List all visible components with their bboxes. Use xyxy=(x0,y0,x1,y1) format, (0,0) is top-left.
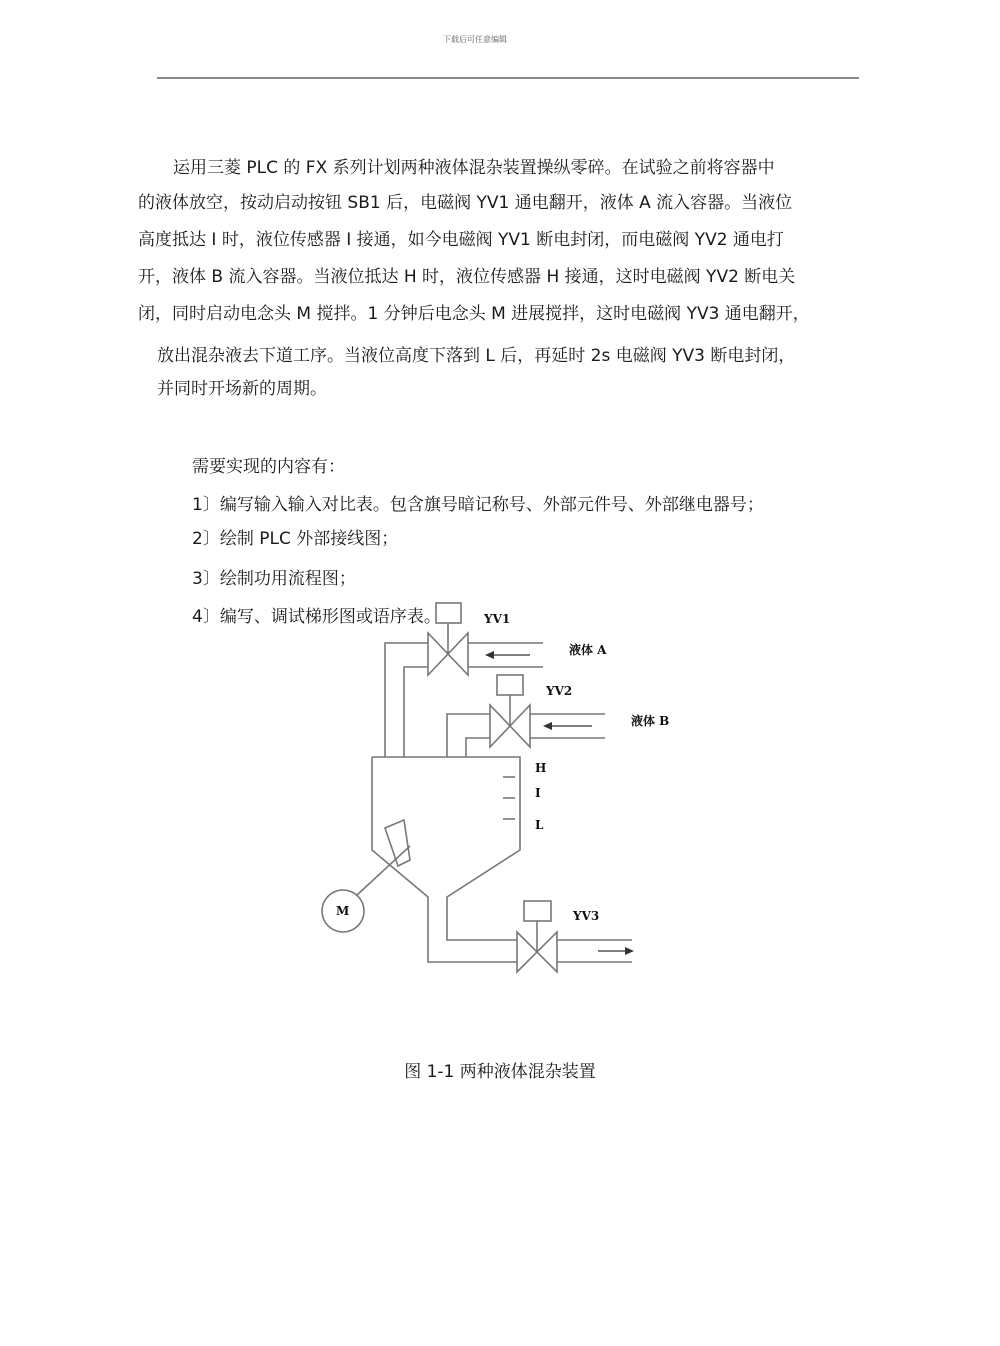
agitator-blade xyxy=(385,820,410,866)
tank-outline xyxy=(372,757,520,940)
header-note: 下载后可任意编辑 xyxy=(443,35,507,44)
paragraph-line-5: 闭，同时启动电念头 M 搅拌。1 分钟后电念头 M 进展搅拌，这时电磁阀 YV3 通电翻开， xyxy=(138,304,810,324)
mixing-device-diagram xyxy=(300,596,670,986)
figure-caption: 图 1-1 两种液体混杂装置 xyxy=(404,1062,596,1082)
yv2-actuator xyxy=(497,675,523,695)
yv1-label: YV1 xyxy=(484,612,511,626)
requirement-item-1: 1〕编写输入输入对比表。包含旗号暗记称号、外部元件号、外部继电器号； xyxy=(192,495,764,515)
level-l-label: L xyxy=(535,818,544,832)
yv2-pipe-inner xyxy=(466,738,490,757)
agitator-shaft xyxy=(357,846,410,895)
header-rule xyxy=(157,77,859,79)
level-i-label: I xyxy=(535,786,541,800)
paragraph-line-1: 运用三菱 PLC 的 FX 系列计划两种液体混杂装置操纵零碎。在试验之前将容器中 xyxy=(173,158,775,178)
paragraph-line-6: 放出混杂液去下道工序。当液位高度下落到 L 后，再延时 2s 电磁阀 YV3 断电封闭， xyxy=(157,346,796,366)
liquid-b-label: 液体 B xyxy=(631,714,670,728)
yv2-pipe-outer xyxy=(447,714,490,757)
paragraph-line-4: 开，液体 B 流入容器。当液位抵达 H 时，液位传感器 H 接通，这时电磁阀 YV2 断电关 xyxy=(138,267,796,287)
requirement-item-3: 3〕绘制功用流程图； xyxy=(192,569,356,589)
paragraph-line-2: 的液体放空，按动启动按钮 SB1 后，电磁阀 YV1 通电翻开，液体 A 流入容器。当液位 xyxy=(138,193,793,213)
requirement-item-2: 2〕绘制 PLC 外部接线图； xyxy=(192,529,399,549)
yv3-label: YV3 xyxy=(573,909,600,923)
level-h-label: H xyxy=(535,761,547,775)
paragraph-line-7: 并同时开场新的周期。 xyxy=(157,379,327,399)
paragraph-line-3: 高度抵达 I 时，液位传感器 I 接通，如今电磁阀 YV1 断电封闭，而电磁阀 YV2 通电打 xyxy=(138,230,784,250)
requirements-heading: 需要实现的内容有： xyxy=(192,457,345,477)
tank-outlet-wall xyxy=(372,757,517,962)
liquid-a-label: 液体 A xyxy=(569,643,607,657)
requirement-item-4: 4〕编写、调试梯形图或语序表。 xyxy=(192,607,441,627)
yv3-actuator xyxy=(524,901,551,921)
yv1-pipe-inner xyxy=(404,667,428,757)
yv1-actuator xyxy=(436,603,461,623)
yv2-label: YV2 xyxy=(546,684,573,698)
yv1-pipe-outer xyxy=(385,643,428,757)
motor-label: M xyxy=(336,904,350,918)
